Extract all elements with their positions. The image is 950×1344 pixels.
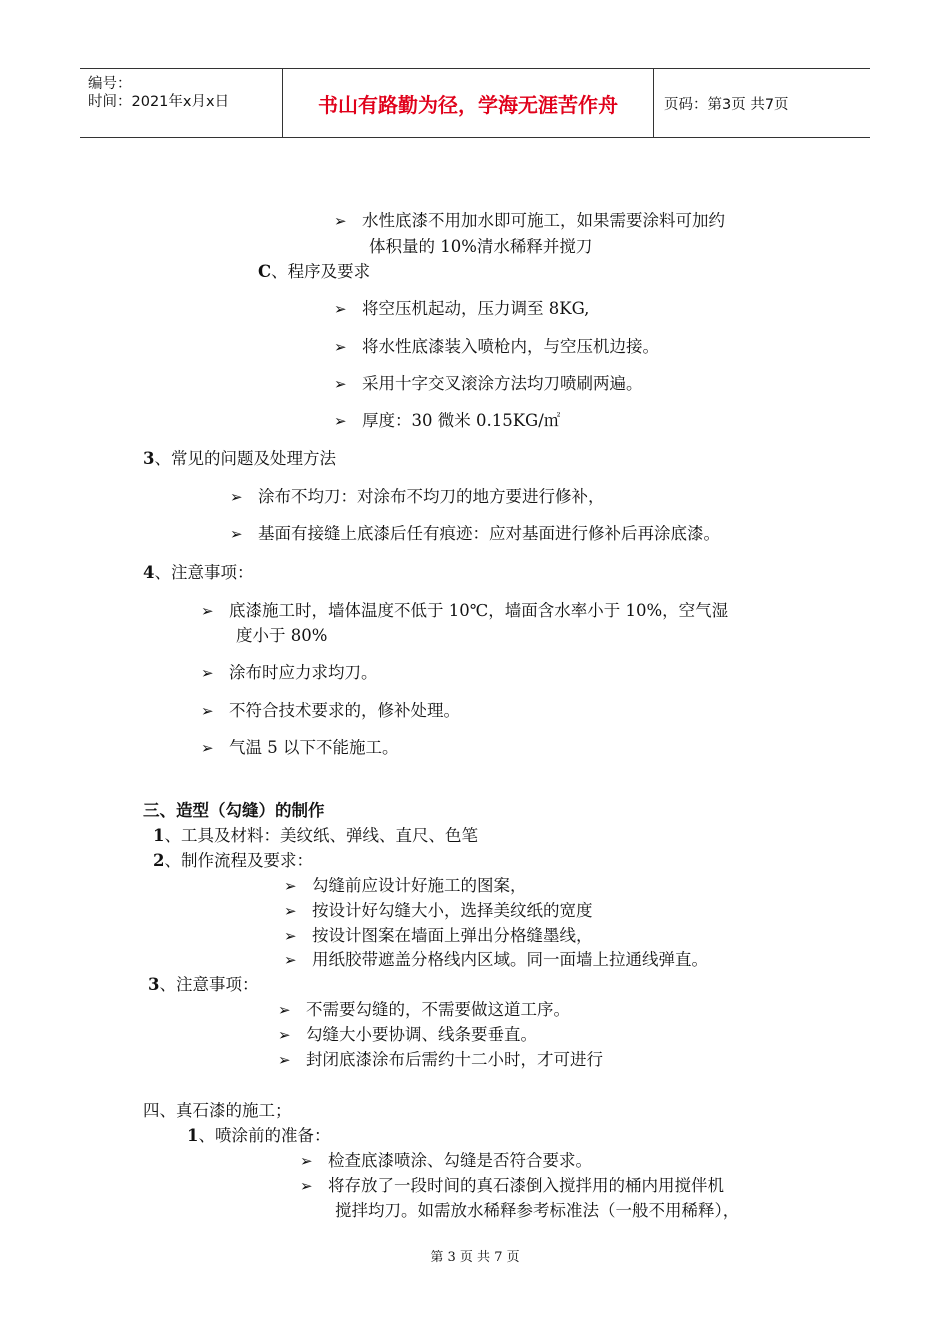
bullet-item: ➢ 用纸胶带遮盖分格线内区域。同一面墙上拉通线弹直。: [284, 950, 708, 969]
bullet-item: ➢ 水性底漆不用加水即可施工，如果需要涂料可加约: [334, 211, 725, 230]
chapter-heading-4: 四、真石漆的施工；: [143, 1101, 292, 1120]
bullet-arrow-icon: ➢: [230, 525, 243, 543]
bullet-item-continuation: 搅拌均刀。如需放水稀释参考标准法（一般不用稀释），: [335, 1201, 740, 1220]
bullet-item: ➢ 基面有接缝上底漆后任有痕迹：应对基面进行修补后再涂底漆。: [230, 524, 720, 543]
item-3: 3、注意事项：: [148, 975, 259, 994]
header-page-info: 页码：第3页 共7页: [664, 97, 789, 113]
bullet-arrow-icon: ➢: [300, 1152, 313, 1170]
bullet-item: ➢ 按设计好勾缝大小，选择美纹纸的宽度: [284, 901, 593, 920]
chapter-heading-3: 三、造型（勾缝）的制作: [143, 801, 325, 820]
bullet-arrow-icon: ➢: [334, 412, 347, 430]
bullet-arrow-icon: ➢: [284, 927, 297, 945]
bullet-item-continuation: 体积量的 10%清水稀释并搅刀: [369, 237, 593, 256]
item-1: 1、喷涂前的准备：: [187, 1126, 331, 1145]
bullet-arrow-icon: ➢: [334, 375, 347, 393]
bullet-arrow-icon: ➢: [201, 739, 214, 757]
bullet-item: ➢ 底漆施工时，墙体温度不低于 10℃，墙面含水率小于 10%，空气湿: [201, 601, 729, 620]
bullet-arrow-icon: ➢: [300, 1177, 313, 1195]
bullet-item: ➢ 封闭底漆涂布后需约十二小时，才可进行: [278, 1050, 603, 1069]
bullet-item: ➢ 勾缝前应设计好施工的图案，: [284, 876, 527, 895]
bullet-item: ➢ 涂布不均刀：对涂布不均刀的地方要进行修补，: [230, 487, 605, 506]
page-footer: 第 3 页 共 7 页: [430, 1250, 520, 1265]
bullet-arrow-icon: ➢: [284, 877, 297, 895]
bullet-item: ➢ 按设计图案在墙面上弹出分格缝墨线，: [284, 926, 593, 945]
bullet-arrow-icon: ➢: [284, 951, 297, 969]
header-meta-cell: [80, 69, 283, 137]
item-1: 1、工具及材料：美纹纸、弹线、直尺、色笔: [153, 826, 478, 845]
bullet-item: ➢ 勾缝大小要协调、线条要垂直。: [278, 1025, 537, 1044]
bullet-arrow-icon: ➢: [230, 488, 243, 506]
bullet-item: ➢ 不符合技术要求的，修补处理。: [201, 701, 460, 720]
header-motto: 书山有路勤为径，学海无涯苦作舟: [283, 69, 654, 137]
page-header: [80, 68, 870, 138]
bullet-item-continuation: 度小于 80%: [236, 626, 328, 645]
doc-date-label: 时间：2021年x月x日: [88, 94, 230, 110]
item-2: 2、制作流程及要求：: [153, 851, 313, 870]
section-heading-3: 3、常见的问题及处理方法: [143, 449, 336, 468]
bullet-item: ➢ 涂布时应力求均刀。: [201, 663, 378, 682]
bullet-arrow-icon: ➢: [201, 602, 214, 620]
bullet-item: ➢ 将水性底漆装入喷枪内，与空压机边接。: [334, 337, 659, 356]
bullet-item: ➢ 将空压机起动，压力调至 8KG,: [334, 299, 590, 318]
section-heading-4: 4、注意事项：: [143, 563, 254, 582]
bullet-arrow-icon: ➢: [201, 702, 214, 720]
bullet-arrow-icon: ➢: [278, 1026, 291, 1044]
bullet-item: ➢ 将存放了一段时间的真石漆倒入搅拌用的桶内用搅伴机: [300, 1176, 724, 1195]
bullet-arrow-icon: ➢: [334, 300, 347, 318]
bullet-item: ➢ 检查底漆喷涂、勾缝是否符合要求。: [300, 1151, 592, 1170]
doc-number-label: 编号：: [88, 76, 132, 92]
bullet-arrow-icon: ➢: [334, 212, 347, 230]
bullet-item: ➢ 气温 5 以下不能施工。: [201, 738, 399, 757]
bullet-arrow-icon: ➢: [284, 902, 297, 920]
bullet-arrow-icon: ➢: [201, 664, 214, 682]
bullet-arrow-icon: ➢: [334, 338, 347, 356]
bullet-item: ➢ 采用十字交叉滚涂方法均刀喷刷两遍。: [334, 374, 643, 393]
subheading-c: C、程序及要求: [258, 262, 371, 281]
bullet-item: ➢ 不需要勾缝的，不需要做这道工序。: [278, 1000, 570, 1019]
bullet-arrow-icon: ➢: [278, 1051, 291, 1069]
bullet-arrow-icon: ➢: [278, 1001, 291, 1019]
bullet-item: ➢ 厚度：30 微米 0.15KG/㎡: [334, 411, 561, 430]
